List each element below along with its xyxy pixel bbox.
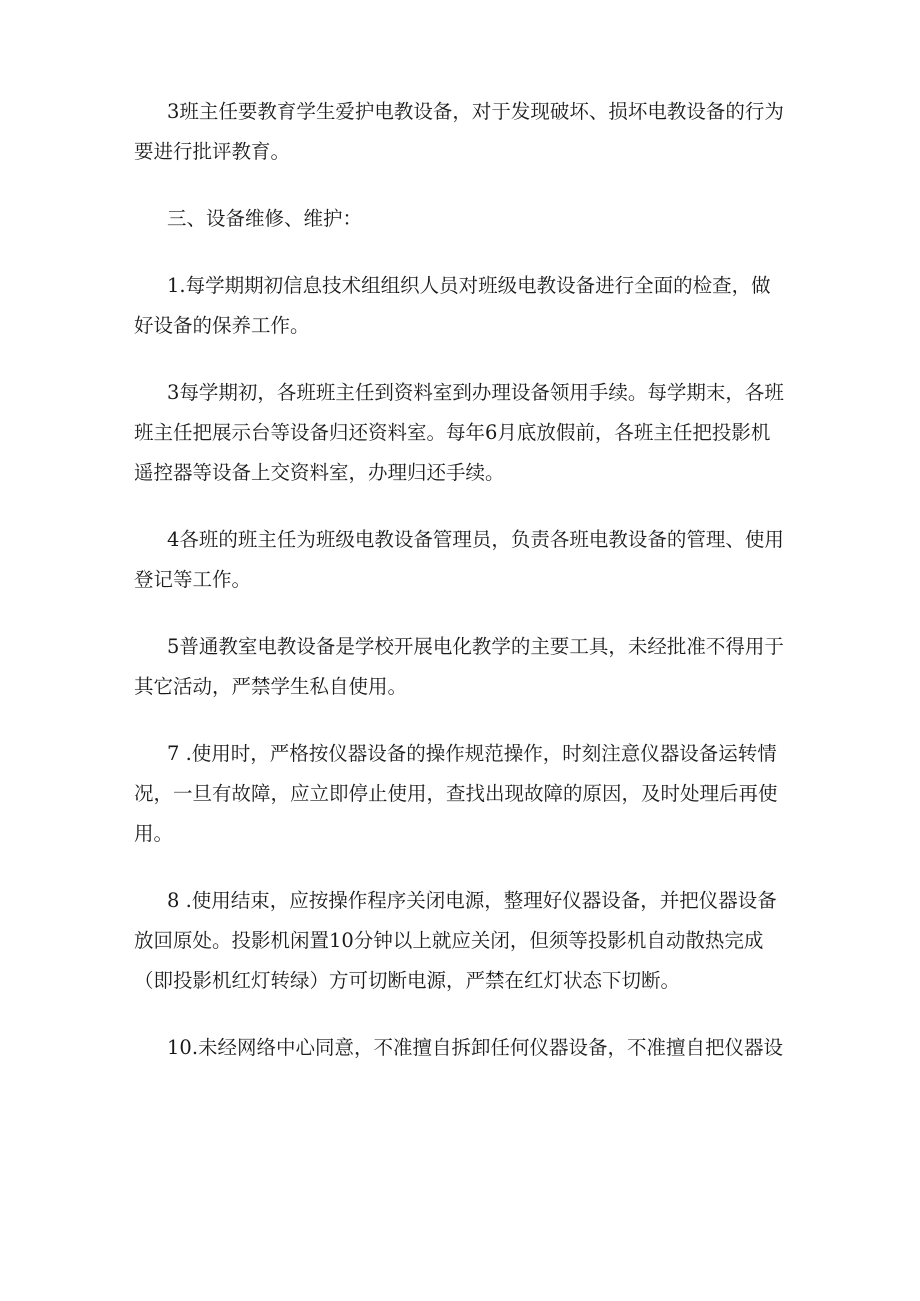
- text-line: 登记等工作。: [134, 568, 252, 591]
- text-line: 7 .使用时，严格按仪器设备的操作规范操作，时刻注意仪器设备运转情: [167, 742, 777, 765]
- text-line: 用。: [134, 822, 174, 845]
- paragraph-inspection: [134, 266, 798, 346]
- text-line: 要进行批评教育。: [134, 140, 291, 163]
- text-line: 8 .使用结束，应按操作程序关闭电源，整理好仪器设备，并把仪器设备: [167, 889, 777, 912]
- text-line: 1.每学期期初信息技术组组织人员对班级电教设备进行全面的检查，做: [167, 274, 771, 297]
- text-line: 放回原处。投影机闲置10分钟以上就应关闭，但须等投影机自动散热完成: [134, 929, 764, 952]
- text-line: （即投影机红灯转绿）方可切断电源，严禁在红灯状态下切断。: [134, 969, 681, 992]
- paragraph-operation-rules: [134, 734, 798, 854]
- text-line: 5普通教室电教设备是学校开展电化教学的主要工具，未经批准不得用于: [167, 635, 784, 658]
- text-line: 4各班的班主任为班级电教设备管理员，负责各班电教设备的管理、使用: [167, 528, 784, 551]
- text-line: 3每学期初，各班班主任到资料室到办理设备领用手续。每学期末，各班: [167, 381, 784, 404]
- document-body: [134, 92, 798, 1095]
- text-line: 况，一旦有故障，应立即停止使用，查找出现故障的原因，及时处理后再使: [134, 782, 778, 805]
- paragraph-usage-restriction: [134, 627, 798, 707]
- paragraph-equipment-manager: [134, 520, 798, 600]
- text-line: 班主任把展示台等设备归还资料室。每年6月底放假前，各班主任把投影机: [134, 421, 771, 444]
- text-line: 3班主任要教育学生爱护电教设备，对于发现破坏、损坏电教设备的行为: [167, 100, 784, 123]
- paragraph-class-teacher-education: [134, 92, 798, 172]
- text-line: 10.未经网络中心同意，不准擅自拆卸任何仪器设备，不准擅自把仪器设: [167, 1036, 784, 1059]
- paragraph-equipment-checkout: [134, 373, 798, 493]
- paragraph-shutdown-rules: [134, 881, 798, 1001]
- section-heading-text: 三、设备维修、维护：: [167, 207, 363, 230]
- text-line: 遥控器等设备上交资料室，办理归还手续。: [134, 461, 505, 484]
- paragraph-no-disassembly: [134, 1028, 798, 1068]
- section-heading-maintenance: [134, 199, 798, 239]
- text-line: 好设备的保养工作。: [134, 314, 310, 337]
- text-line: 其它活动，严禁学生私自使用。: [134, 675, 408, 698]
